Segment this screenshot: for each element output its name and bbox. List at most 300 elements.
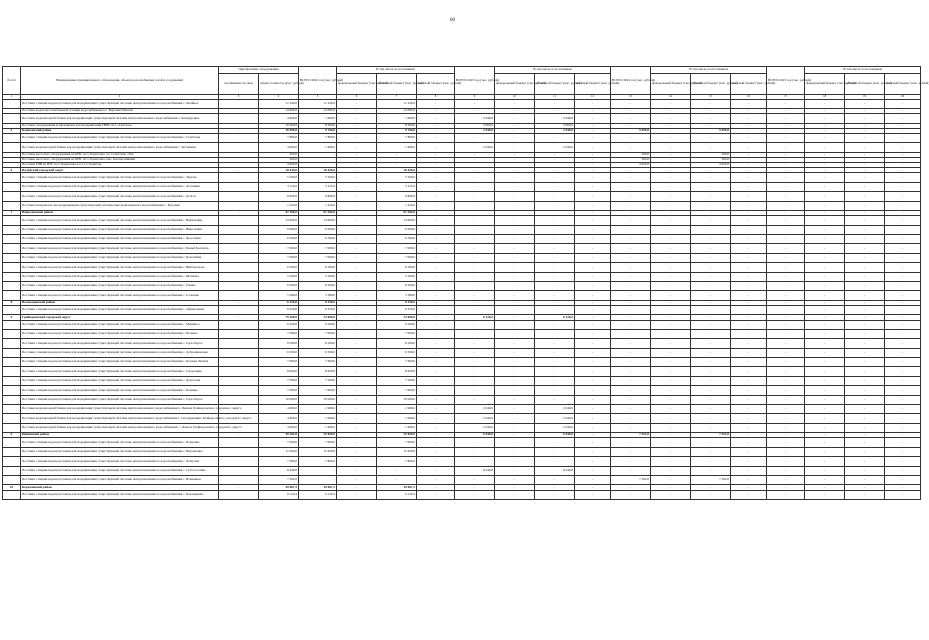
local-2025-cell: - — [885, 211, 921, 216]
regional-2024-cell: - — [691, 173, 731, 182]
local-2023-cell: - — [575, 173, 611, 182]
total-2023-cell: 2 040,0 — [455, 405, 495, 414]
federal-2024-cell: - — [651, 225, 691, 234]
header-federal-2022: федеральный бюджет (тыс. рублей) — [337, 74, 377, 95]
regional-2025-cell: - — [845, 211, 885, 216]
total-2024-cell: - — [611, 173, 651, 182]
table-row — [3, 386, 921, 395]
local-2024-cell: - — [731, 358, 767, 367]
table-row — [3, 376, 921, 385]
total-2022-cell: - — [299, 157, 337, 162]
total-2023-cell: - — [455, 475, 495, 484]
regional-2023-cell: - — [535, 235, 575, 244]
local-2022-cell: - — [417, 168, 455, 173]
local-2022-cell: - — [417, 358, 455, 367]
regional-2023-cell: - — [535, 108, 575, 113]
local-2023-cell: - — [575, 192, 611, 201]
federal-2023-cell: - — [495, 315, 535, 320]
total-2023-cell: - — [455, 182, 495, 191]
total-cost-cell: 3 125,0 — [259, 182, 299, 191]
federal-2023-cell: - — [495, 182, 535, 191]
table-row — [3, 114, 921, 123]
federal-2023-cell: - — [495, 405, 535, 414]
object-name-cell: Поставка водонапорной башни для модернизации существующей системы централизованного водоснабжения с. Ломное Грайворонского городского округа — [21, 423, 219, 432]
total-cost-cell: 1 224,0 — [259, 201, 299, 210]
object-name-cell: Поставка водонапорной башни для модернизации существующей системы централизованного водоснабжения с. Хотмыжск — [21, 143, 219, 152]
quantity-cell — [219, 263, 259, 272]
total-2025-cell: - — [767, 253, 805, 262]
total-2022-cell: 6 500,0 — [299, 235, 337, 244]
local-2023-cell: - — [575, 433, 611, 438]
header-total-2025: ВСЕГО 2025 год (тыс. рублей) — [767, 67, 805, 95]
local-2024-cell: - — [731, 405, 767, 414]
federal-2024-cell: - — [651, 133, 691, 142]
regional-2024-cell: 7 562,0 — [691, 475, 731, 484]
federal-2023-cell: - — [495, 157, 535, 162]
regional-2024-cell: 500,0 — [691, 157, 731, 162]
total-2023-cell: - — [455, 438, 495, 447]
local-2023-cell: - — [575, 152, 611, 157]
total-cost-cell: 7 562,0 — [259, 475, 299, 484]
row-number-cell: 6 — [3, 168, 21, 173]
total-cost-cell: 5 500,0 — [259, 272, 299, 281]
total-2024-cell: - — [611, 339, 651, 348]
regional-2025-cell: - — [845, 253, 885, 262]
local-2025-cell: - — [885, 358, 921, 367]
local-2024-cell: - — [731, 157, 767, 162]
total-2025-cell: - — [767, 433, 805, 438]
federal-2023-cell: - — [495, 414, 535, 423]
header-regional-2025: областной бюджет (тыс. рублей) — [845, 74, 885, 95]
regional-2025-cell: - — [845, 300, 885, 305]
header-federal-2024: федеральный бюджет (тыс. рублей) — [651, 74, 691, 95]
quantity-cell — [219, 99, 259, 108]
header-local-2023: местный бюджет (тыс. рублей) — [575, 74, 611, 95]
local-2025-cell: - — [885, 133, 921, 142]
local-2023-cell: - — [575, 315, 611, 320]
federal-2022-cell: - — [337, 133, 377, 142]
federal-2022-cell: - — [337, 414, 377, 423]
federal-2025-cell: - — [805, 225, 845, 234]
federal-2022-cell: - — [337, 99, 377, 108]
regional-2023-cell: - — [535, 157, 575, 162]
regional-2023-cell: - — [535, 438, 575, 447]
local-2025-cell: - — [885, 329, 921, 338]
local-2022-cell: - — [417, 414, 455, 423]
federal-2024-cell: - — [651, 358, 691, 367]
federal-2022-cell: - — [337, 157, 377, 162]
total-2023-cell: - — [455, 225, 495, 234]
table-row — [3, 423, 921, 432]
regional-2025-cell: - — [845, 291, 885, 300]
table-row — [3, 438, 921, 447]
total-2022-cell: 1 960,0 — [299, 414, 337, 423]
total-2024-cell: - — [611, 201, 651, 210]
local-2023-cell: - — [575, 358, 611, 367]
total-cost-cell: 6 250,0 — [259, 305, 299, 314]
federal-2023-cell: - — [495, 475, 535, 484]
total-cost-cell: 4 000,0 — [259, 163, 299, 168]
total-2023-cell: 2 040,0 — [455, 414, 495, 423]
quantity-cell: - — [219, 315, 259, 320]
header-name: Наименование муниципального образования, объекта водоснабжения сетей и сооружений — [21, 67, 219, 95]
federal-2025-cell: - — [805, 348, 845, 357]
total-cost-cell: 7 000,0 — [259, 386, 299, 395]
total-cost-cell: 6 500,0 — [259, 320, 299, 329]
total-2023-cell: - — [455, 457, 495, 466]
regional-2023-cell: - — [535, 457, 575, 466]
column-number: 11 — [535, 95, 575, 100]
regional-2022-cell: 1 960,0 — [377, 114, 417, 123]
total-2022-cell: 49 087,2 — [299, 485, 337, 490]
quantity-cell — [219, 291, 259, 300]
column-number: 19 — [845, 95, 885, 100]
regional-2025-cell: - — [845, 235, 885, 244]
local-2024-cell: - — [731, 128, 767, 133]
local-2022-cell: - — [417, 108, 455, 113]
local-2024-cell: - — [731, 300, 767, 305]
row-number-cell: 9 — [3, 433, 21, 438]
regional-2022-cell: 8 500,0 — [377, 123, 417, 128]
total-cost-cell: 7 000,0 — [259, 244, 299, 253]
header-federal-2023: федеральный бюджет (тыс. рублей) — [495, 74, 535, 95]
federal-2022-cell: - — [337, 272, 377, 281]
total-2024-cell: - — [611, 423, 651, 432]
federal-2023-cell: - — [495, 225, 535, 234]
regional-2022-cell: 1 960,0 — [377, 414, 417, 423]
total-2022-cell: 7 000,0 — [299, 386, 337, 395]
local-2023-cell: - — [575, 225, 611, 234]
regional-2023-cell: 2 040,0 — [535, 423, 575, 432]
local-2024-cell: - — [731, 291, 767, 300]
regional-2025-cell: - — [845, 405, 885, 414]
federal-2022-cell: - — [337, 466, 377, 475]
local-2023-cell: - — [575, 163, 611, 168]
local-2023-cell: - — [575, 300, 611, 305]
total-2025-cell: - — [767, 291, 805, 300]
total-2024-cell: - — [611, 358, 651, 367]
regional-2023-cell: - — [535, 348, 575, 357]
quantity-cell — [219, 235, 259, 244]
total-2025-cell: - — [767, 386, 805, 395]
total-cost-cell: 4 000,0 — [259, 414, 299, 423]
total-2025-cell: - — [767, 490, 805, 499]
total-cost-cell: 6 500,0 — [259, 348, 299, 357]
regional-2023-cell: 2 040,0 — [535, 143, 575, 152]
federal-2024-cell: - — [651, 376, 691, 385]
quantity-cell — [219, 490, 259, 499]
total-2025-cell: - — [767, 211, 805, 216]
total-2023-cell: - — [455, 157, 495, 162]
federal-2022-cell: - — [337, 253, 377, 262]
quantity-cell — [219, 376, 259, 385]
federal-2024-cell: - — [651, 457, 691, 466]
total-2025-cell: - — [767, 192, 805, 201]
total-2022-cell: 14 000,0 — [299, 216, 337, 225]
federal-2025-cell: - — [805, 457, 845, 466]
federal-2025-cell: - — [805, 143, 845, 152]
local-2025-cell: - — [885, 99, 921, 108]
total-cost-cell: 6 500,0 — [259, 263, 299, 272]
federal-2025-cell: - — [805, 201, 845, 210]
federal-2023-cell: - — [495, 108, 535, 113]
row-number-cell — [3, 386, 21, 395]
column-number: 12 — [575, 95, 611, 100]
total-2023-cell: - — [455, 281, 495, 290]
table-row — [3, 192, 921, 201]
federal-2024-cell: - — [651, 99, 691, 108]
local-2024-cell: - — [731, 485, 767, 490]
local-2025-cell: - — [885, 438, 921, 447]
regional-2023-cell: - — [535, 305, 575, 314]
local-2024-cell: - — [731, 423, 767, 432]
quantity-cell — [219, 475, 259, 484]
object-name-cell: Поставка станции водоподготовки для модернизации существующей системы централизованного водоснабжения с. Смородино — [21, 367, 219, 376]
federal-2023-cell: - — [495, 216, 535, 225]
regional-2022-cell: 6 500,0 — [377, 235, 417, 244]
federal-2022-cell: - — [337, 305, 377, 314]
quantity-cell — [219, 457, 259, 466]
regional-2023-cell: - — [535, 216, 575, 225]
total-2022-cell: 6 500,0 — [299, 348, 337, 357]
total-cost-cell: 7 500,0 — [259, 376, 299, 385]
local-2022-cell: - — [417, 263, 455, 272]
object-name-cell: Поставка станции водоподготовки для модернизации существующей системы централизованного водоснабжения с. Доброивановка — [21, 348, 219, 357]
table-row — [3, 173, 921, 182]
total-2024-cell: - — [611, 457, 651, 466]
local-2022-cell: - — [417, 339, 455, 348]
object-name-cell: Поставка станции водоподготовки для модернизации существующей системы централизованного водоснабжения с. Почаево — [21, 329, 219, 338]
federal-2022-cell: - — [337, 339, 377, 348]
local-2024-cell: - — [731, 433, 767, 438]
table-row — [3, 244, 921, 253]
local-2025-cell: - — [885, 225, 921, 234]
local-2024-cell: - — [731, 244, 767, 253]
row-number-cell — [3, 457, 21, 466]
header-federal-2025: федеральный бюджет (тыс. рублей) — [805, 74, 845, 95]
regional-2024-cell: - — [691, 114, 731, 123]
local-2022-cell: - — [417, 272, 455, 281]
regional-2024-cell: - — [691, 123, 731, 128]
federal-2022-cell: - — [337, 168, 377, 173]
local-2024-cell: - — [731, 490, 767, 499]
total-cost-cell: 7 600,0 — [259, 358, 299, 367]
regional-2025-cell: - — [845, 143, 885, 152]
quantity-cell: - — [219, 211, 259, 216]
total-2025-cell: - — [767, 485, 805, 490]
local-2025-cell: - — [885, 405, 921, 414]
table-row — [3, 447, 921, 456]
regional-2022-cell: 7 000,0 — [377, 244, 417, 253]
regional-2023-cell: - — [535, 395, 575, 404]
column-number: 6 — [337, 95, 377, 100]
regional-2022-cell: 7 500,0 — [377, 376, 417, 385]
object-name-cell: Поставка станции водоподготовки для модернизации существующей системы централизованного водоснабжения с. Гора-Подол — [21, 339, 219, 348]
table-row — [3, 263, 921, 272]
regional-2022-cell: 6 500,0 — [377, 281, 417, 290]
federal-2024-cell: - — [651, 291, 691, 300]
federal-2024-cell: - — [651, 168, 691, 173]
local-2023-cell: - — [575, 168, 611, 173]
federal-2024-cell: - — [651, 244, 691, 253]
total-2022-cell: 72 060,0 — [299, 315, 337, 320]
total-2025-cell: - — [767, 163, 805, 168]
local-2023-cell: - — [575, 244, 611, 253]
total-cost-cell: 8 500,0 — [259, 339, 299, 348]
local-2022-cell: - — [417, 235, 455, 244]
column-number: 9 — [455, 95, 495, 100]
table-row — [3, 490, 921, 499]
local-2025-cell: - — [885, 475, 921, 484]
regional-2025-cell: - — [845, 433, 885, 438]
local-2024-cell: - — [731, 201, 767, 210]
federal-2023-cell: - — [495, 99, 535, 108]
local-2023-cell: - — [575, 386, 611, 395]
regional-2023-cell: - — [535, 272, 575, 281]
row-number-cell — [3, 339, 21, 348]
quantity-cell — [219, 339, 259, 348]
regional-2025-cell: - — [845, 339, 885, 348]
total-2023-cell: - — [455, 447, 495, 456]
header-total-2024: ВСЕГО 2024 год (тыс. рублей) — [611, 67, 651, 95]
regional-2024-cell: - — [691, 447, 731, 456]
federal-2024-cell: - — [651, 163, 691, 168]
regional-2022-cell: 1 960,0 — [377, 405, 417, 414]
local-2025-cell: - — [885, 315, 921, 320]
regional-2023-cell: - — [535, 358, 575, 367]
federal-2024-cell: - — [651, 211, 691, 216]
row-number-cell — [3, 376, 21, 385]
row-number-cell — [3, 447, 21, 456]
regional-2023-cell: - — [535, 133, 575, 142]
federal-2023-cell: - — [495, 433, 535, 438]
federal-2022-cell: - — [337, 433, 377, 438]
row-number-cell — [3, 182, 21, 191]
regional-2024-cell: 5 000,0 — [691, 128, 731, 133]
total-2022-cell: 6 250,0 — [299, 305, 337, 314]
federal-2022-cell: - — [337, 244, 377, 253]
object-name-cell: Поставка оборудования и материалов для модернизации ГВВС пгт. «Светлое» — [21, 123, 219, 128]
regional-2025-cell: - — [845, 348, 885, 357]
total-2024-cell: - — [611, 281, 651, 290]
total-2023-cell: - — [455, 305, 495, 314]
table-row — [3, 329, 921, 338]
object-name-cell: Валуйский городской округ — [21, 168, 219, 173]
total-cost-cell: 40 202,0 — [259, 433, 299, 438]
regional-2025-cell: - — [845, 376, 885, 385]
regional-2025-cell: - — [845, 173, 885, 182]
local-2025-cell: - — [885, 244, 921, 253]
column-number: 5 — [299, 95, 337, 100]
federal-2024-cell: - — [651, 490, 691, 499]
regional-2025-cell: - — [845, 395, 885, 404]
total-2022-cell: - — [299, 475, 337, 484]
local-2023-cell: - — [575, 348, 611, 357]
total-2025-cell: - — [767, 438, 805, 447]
regional-2023-cell: 6 120,0 — [535, 315, 575, 320]
regional-2023-cell: - — [535, 225, 575, 234]
header-local-2025: местный бюджет (тыс. рублей) — [885, 74, 921, 95]
total-2025-cell: - — [767, 182, 805, 191]
local-2023-cell: - — [575, 320, 611, 329]
local-2025-cell: - — [885, 272, 921, 281]
quantity-cell — [219, 395, 259, 404]
total-2022-cell: 1 960,0 — [299, 423, 337, 432]
total-cost-cell: 4 000,0 — [259, 114, 299, 123]
local-2023-cell: - — [575, 376, 611, 385]
federal-2023-cell: - — [495, 163, 535, 168]
regional-2024-cell: - — [691, 414, 731, 423]
local-2023-cell: - — [575, 291, 611, 300]
federal-2023-cell: - — [495, 235, 535, 244]
funding-table — [2, 66, 929, 500]
table-row — [3, 281, 921, 290]
regional-2022-cell: 7 800,0 — [377, 133, 417, 142]
total-cost-cell: 9 000,0 — [259, 225, 299, 234]
regional-2022-cell: 8 500,0 — [377, 339, 417, 348]
regional-2024-cell: - — [691, 320, 731, 329]
total-2025-cell: - — [767, 475, 805, 484]
local-2024-cell: - — [731, 192, 767, 201]
local-2024-cell: - — [731, 438, 767, 447]
quantity-cell: - — [219, 485, 259, 490]
federal-2022-cell: - — [337, 320, 377, 329]
regional-2023-cell: - — [535, 201, 575, 210]
total-2024-cell: - — [611, 329, 651, 338]
header-sources-2024: В том числе по источникам — [651, 67, 767, 74]
federal-2024-cell: - — [651, 253, 691, 262]
total-2023-cell: 6 040,0 — [455, 466, 495, 475]
total-2022-cell: 3 125,0 — [299, 182, 337, 191]
table-header — [3, 67, 929, 100]
federal-2023-cell: - — [495, 466, 535, 475]
regional-2022-cell: - — [377, 157, 417, 162]
column-number: 17 — [767, 95, 805, 100]
federal-2024-cell: - — [651, 320, 691, 329]
federal-2025-cell: - — [805, 414, 845, 423]
federal-2025-cell: - — [805, 475, 845, 484]
total-2023-cell: - — [455, 173, 495, 182]
local-2025-cell: - — [885, 320, 921, 329]
federal-2024-cell: - — [651, 329, 691, 338]
federal-2022-cell: - — [337, 447, 377, 456]
regional-2023-cell: - — [535, 376, 575, 385]
federal-2024-cell: - — [651, 438, 691, 447]
regional-2024-cell: - — [691, 168, 731, 173]
quantity-cell — [219, 447, 259, 456]
total-2023-cell: 2 000,0 — [455, 123, 495, 128]
regional-2022-cell: 5 380,0 — [377, 291, 417, 300]
object-name-cell: Поставка станции водоподготовки для модернизации существующей системы централизованного водоснабжения с. Стригуны — [21, 133, 219, 142]
total-2025-cell: - — [767, 329, 805, 338]
regional-2024-cell: - — [691, 358, 731, 367]
row-number-cell — [3, 272, 21, 281]
local-2023-cell: - — [575, 475, 611, 484]
total-2025-cell: - — [767, 466, 805, 475]
federal-2022-cell: - — [337, 490, 377, 499]
regional-2022-cell: 9 120,4 — [377, 490, 417, 499]
total-cost-cell: 6 500,0 — [259, 281, 299, 290]
total-2022-cell: 25 600,0 — [299, 433, 337, 438]
total-cost-cell: 5 500,0 — [259, 173, 299, 182]
row-number-cell — [3, 253, 21, 262]
federal-2022-cell: - — [337, 438, 377, 447]
local-2022-cell: - — [417, 216, 455, 225]
regional-2022-cell: 10 000,0 — [377, 395, 417, 404]
local-2023-cell: - — [575, 395, 611, 404]
regional-2024-cell: - — [691, 339, 731, 348]
object-name-cell: Борисовский район — [21, 128, 219, 133]
